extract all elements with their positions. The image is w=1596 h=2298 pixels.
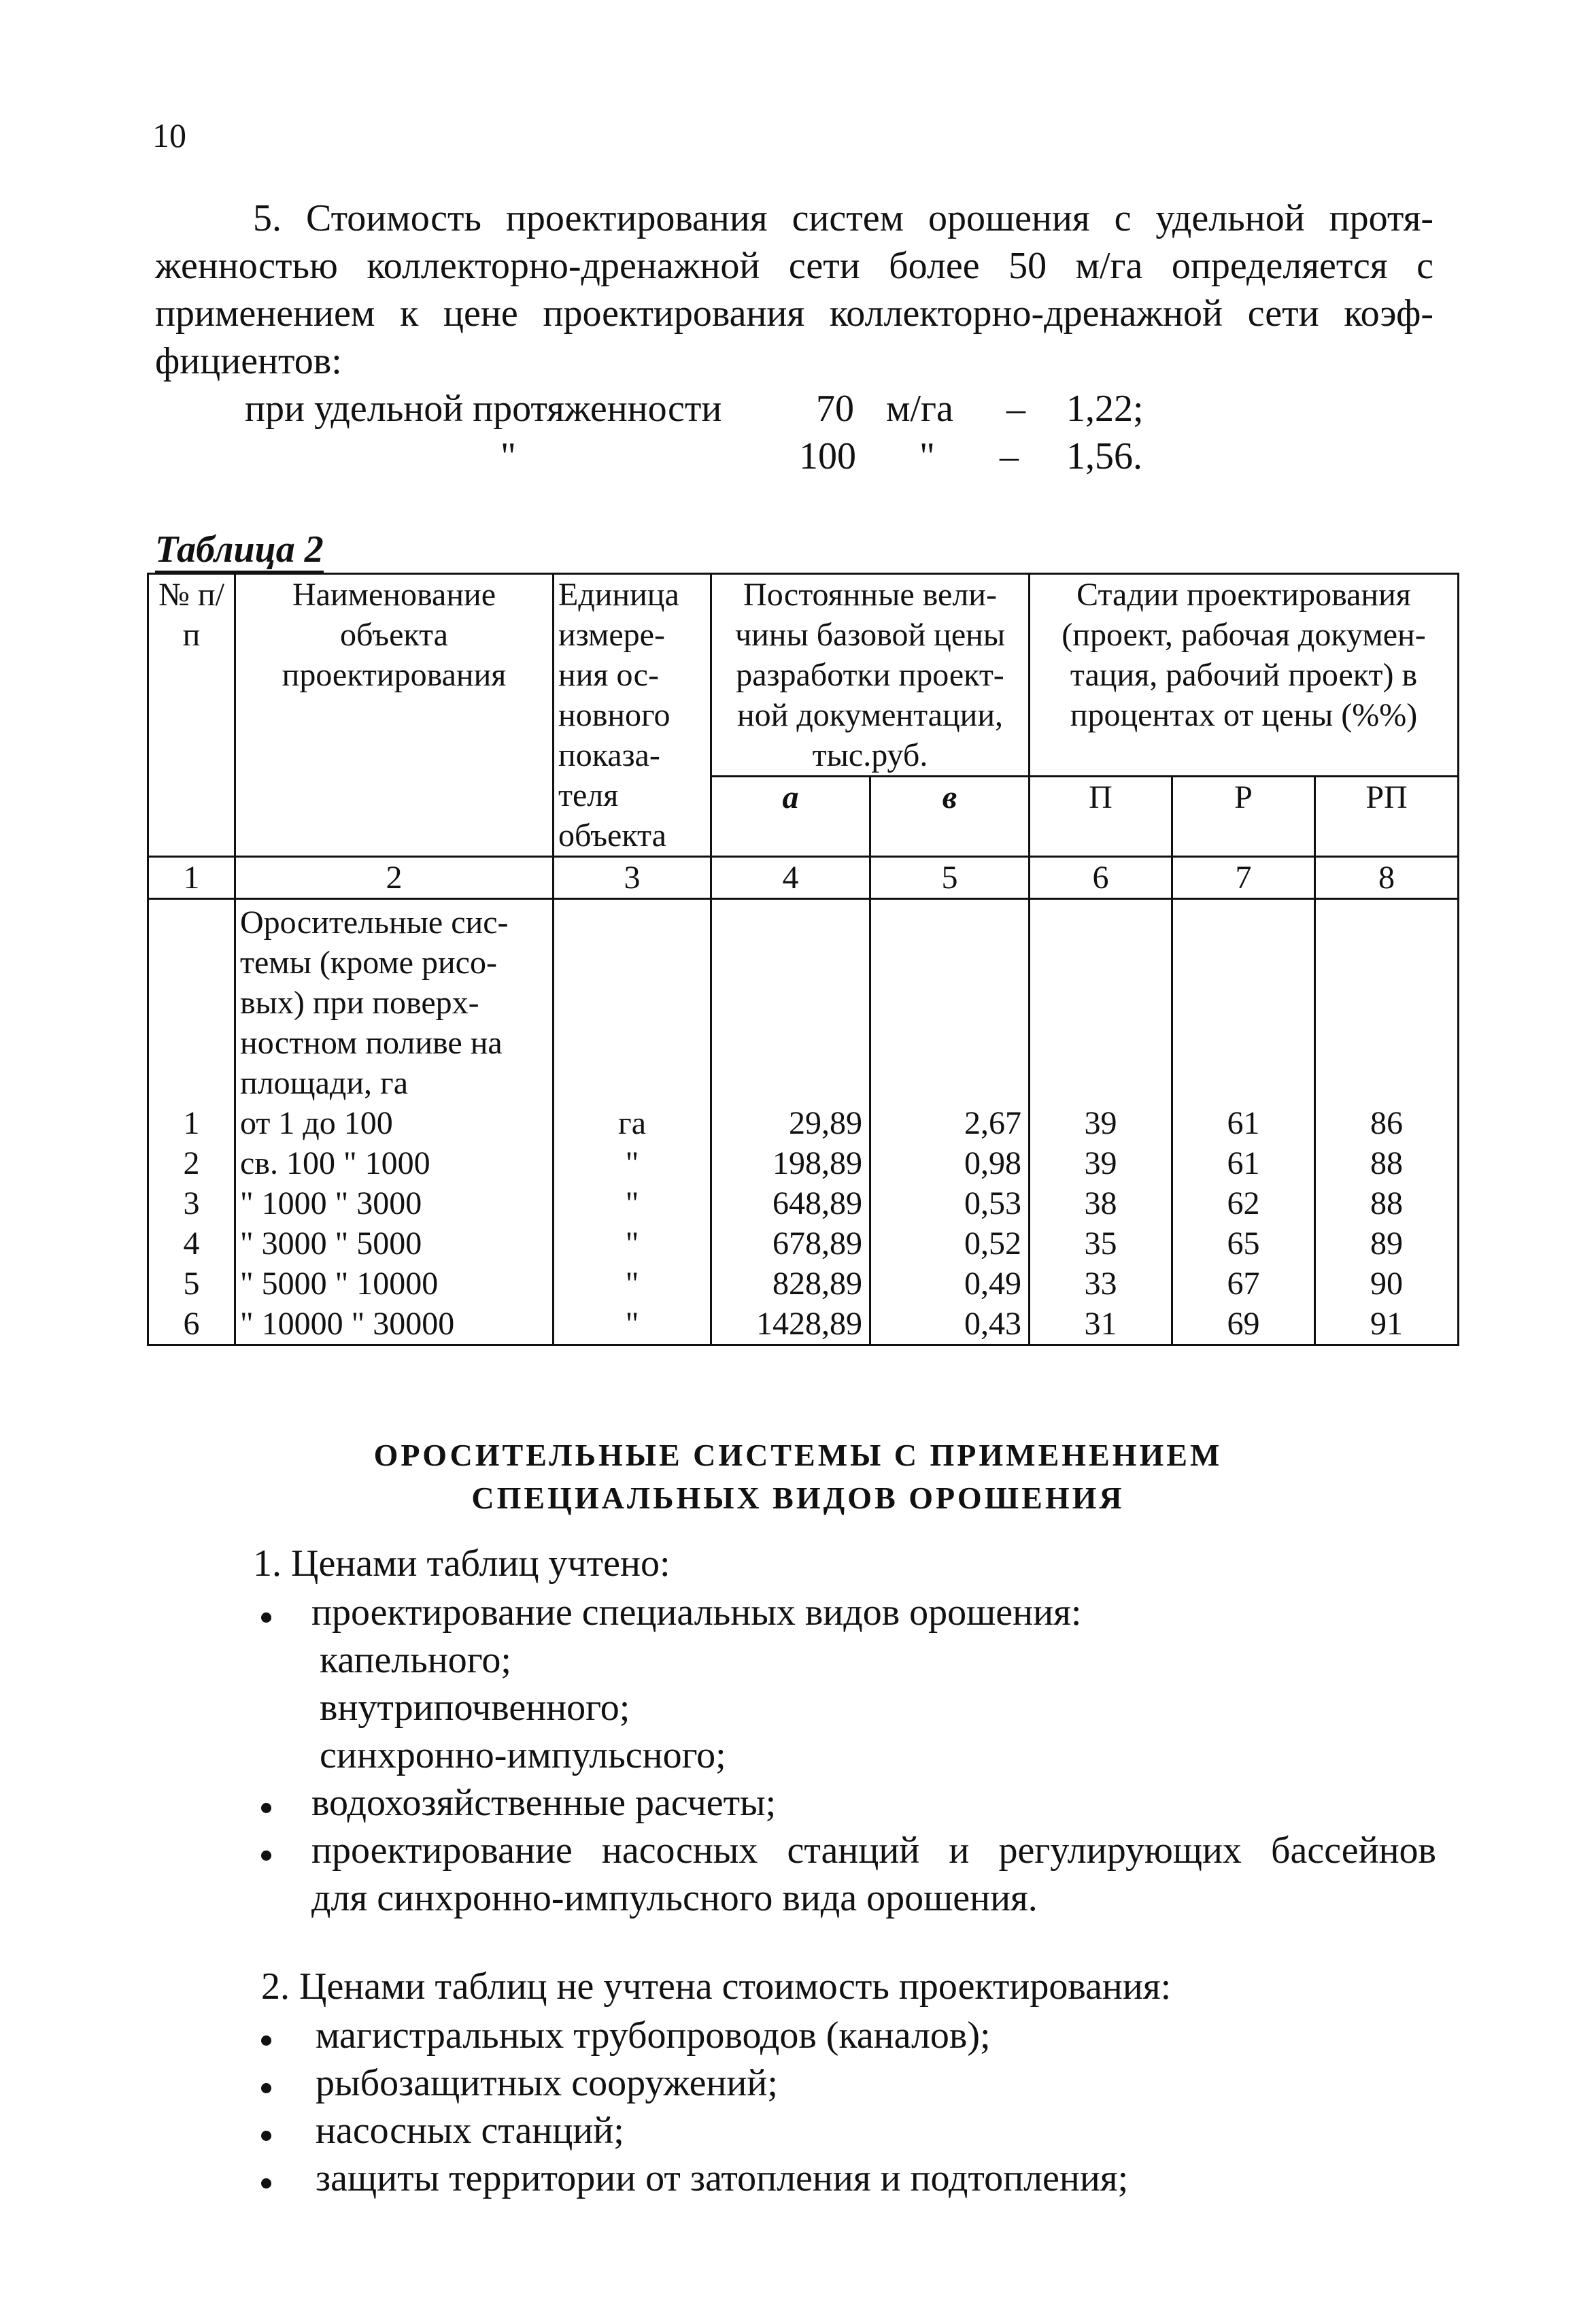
- cell-unit: га: [554, 1103, 711, 1143]
- item2-bullet1: магистральных трубопроводов (каналов);: [316, 2014, 991, 2057]
- header-const: Постоянные вели- чины базовой цены разработки проект- ной документации, тыс.руб.: [711, 574, 1030, 777]
- cell-name: " 5000 " 10000: [235, 1264, 554, 1304]
- header-r: Р: [1172, 777, 1315, 857]
- cell-rp: 86: [1315, 1103, 1459, 1143]
- item1-bullet1: проектирование специальных видов орошения:: [311, 1591, 1082, 1634]
- page-number: 10: [152, 116, 186, 154]
- item1-sub1: капельного;: [320, 1639, 511, 1681]
- cell-rp: 88: [1315, 1143, 1459, 1183]
- para5-line3: применением к цене проектирования коллекторно-дренажной сети коэф-: [155, 292, 1433, 335]
- bullet-icon: [261, 2131, 271, 2141]
- bullet-icon: [261, 1851, 271, 1861]
- section-heading-line2: СПЕЦИАЛЬНЫХ ВИДОВ ОРОШЕНИЯ: [471, 1481, 1125, 1515]
- table-row: [148, 1103, 1459, 1143]
- para5-line1: 5. Стоимость проектирования систем орошения с удельной протя-: [253, 197, 1433, 239]
- bullet-icon: [261, 1612, 271, 1623]
- para5-line2: женностью коллекторно-дренажной сети более 50 м/га определяется с: [155, 245, 1433, 287]
- colnum-5: 5: [870, 857, 1030, 899]
- cell-p: 39: [1030, 1143, 1172, 1183]
- cell-unit: ": [554, 1264, 711, 1304]
- cell-a: 29,89: [711, 1103, 870, 1143]
- colnum-1: 1: [148, 857, 235, 899]
- item1-sub2: внутрипочвенного;: [320, 1687, 630, 1729]
- item2-bullet2: рыбозащитных сооружений;: [316, 2062, 778, 2104]
- coef2-label: ": [500, 435, 516, 477]
- cell-p: 31: [1030, 1304, 1172, 1345]
- header-rp: РП: [1315, 777, 1459, 857]
- cell-p: 33: [1030, 1264, 1172, 1304]
- item1-bullet3-line1: проектирование насосных станций и регулирующих бассейнов: [311, 1829, 1436, 1872]
- cell-n: 6: [148, 1304, 235, 1345]
- cell-unit: ": [554, 1183, 711, 1223]
- coef1-dash: –: [1006, 388, 1025, 430]
- cell-b: 0,43: [870, 1304, 1030, 1345]
- table-row: [148, 1183, 1459, 1223]
- cell-unit: ": [554, 1143, 711, 1183]
- cell-r: 61: [1172, 1103, 1315, 1143]
- cell-name: " 10000 " 30000: [235, 1304, 554, 1345]
- cell-name: от 1 до 100: [235, 1103, 554, 1143]
- cell-unit: ": [554, 1223, 711, 1264]
- bullet-icon: [261, 2178, 271, 2189]
- coef1-value: 70: [816, 388, 854, 430]
- para5-line4: фициентов:: [155, 340, 342, 382]
- cell-b: 0,98: [870, 1143, 1030, 1183]
- bullet-icon: [261, 2083, 271, 2093]
- cell-rp: 90: [1315, 1264, 1459, 1304]
- cell-n: 1: [148, 1103, 235, 1143]
- table-row: [148, 1304, 1459, 1345]
- cell-n: 2: [148, 1143, 235, 1183]
- coef1-label: при удельной протяженности: [245, 388, 722, 430]
- cell-a: 198,89: [711, 1143, 870, 1183]
- bullet-icon: [261, 2035, 271, 2046]
- section-heading-line1: ОРОСИТЕЛЬНЫЕ СИСТЕМЫ С ПРИМЕНЕНИЕМ: [373, 1438, 1223, 1472]
- coef1-unit: м/га: [886, 388, 953, 430]
- cell-r: 61: [1172, 1143, 1315, 1183]
- coef2-unit: ": [919, 435, 935, 477]
- group-intro: Оросительные сис- темы (кроме рисо- вых) при поверх- ностном поливе на площади, га: [235, 899, 554, 1104]
- header-a: а: [711, 777, 870, 857]
- header-b: в: [870, 777, 1030, 857]
- header-name: Наименование объекта проектирования: [235, 574, 554, 857]
- colnum-8: 8: [1315, 857, 1459, 899]
- cell-name: " 3000 " 5000: [235, 1223, 554, 1264]
- cell-p: 38: [1030, 1183, 1172, 1223]
- cell-name: " 1000 " 3000: [235, 1183, 554, 1223]
- cell-rp: 89: [1315, 1223, 1459, 1264]
- cell-n: 5: [148, 1264, 235, 1304]
- item1-sub3: синхронно-импульсного;: [320, 1734, 726, 1776]
- cell-a: 1428,89: [711, 1304, 870, 1345]
- header-num: № п/п: [148, 574, 235, 857]
- cell-name: св. 100 " 1000: [235, 1143, 554, 1183]
- item1-bullet3-line2: для синхронно-импульсного вида орошения.: [311, 1877, 1038, 1919]
- cell-r: 67: [1172, 1264, 1315, 1304]
- item1-title: 1. Ценами таблиц учтено:: [253, 1542, 670, 1585]
- cell-a: 648,89: [711, 1183, 870, 1223]
- cell-r: 69: [1172, 1304, 1315, 1345]
- cell-a: 828,89: [711, 1264, 870, 1304]
- cell-unit: ": [554, 1304, 711, 1345]
- table-caption: Таблица 2: [155, 528, 324, 571]
- cell-b: 0,49: [870, 1264, 1030, 1304]
- cell-b: 0,52: [870, 1223, 1030, 1264]
- coef2-coef: 1,56.: [1066, 435, 1142, 477]
- cell-n: 3: [148, 1183, 235, 1223]
- cell-a: 678,89: [711, 1223, 870, 1264]
- cell-p: 39: [1030, 1103, 1172, 1143]
- coef2-dash: –: [1000, 435, 1019, 477]
- cost-table: [147, 573, 1459, 1346]
- item2-title: 2. Ценами таблиц не учтена стоимость проектирования:: [261, 1965, 1172, 2008]
- item1-bullet2: водохозяйственные расчеты;: [311, 1782, 777, 1824]
- coef1-coef: 1,22;: [1066, 388, 1144, 430]
- cell-n: 4: [148, 1223, 235, 1264]
- coef2-value: 100: [799, 435, 856, 477]
- header-p: П: [1030, 777, 1172, 857]
- cell-r: 65: [1172, 1223, 1315, 1264]
- bullet-icon: [261, 1803, 271, 1813]
- colnum-4: 4: [711, 857, 870, 899]
- header-stages: Стадии проектирования (проект, рабочая докумен- тация, рабочий проект) в процентах от цены (%%): [1030, 574, 1459, 777]
- header-unit: Единица измере- ния ос- новного показа- теля объекта: [554, 574, 711, 857]
- colnum-3: 3: [554, 857, 711, 899]
- item2-bullet4: защиты территории от затопления и подтопления;: [316, 2157, 1129, 2199]
- cell-b: 2,67: [870, 1103, 1030, 1143]
- table-row: [148, 1264, 1459, 1304]
- cell-r: 62: [1172, 1183, 1315, 1223]
- table-row: [148, 1223, 1459, 1264]
- cell-rp: 91: [1315, 1304, 1459, 1345]
- colnum-6: 6: [1030, 857, 1172, 899]
- cell-p: 35: [1030, 1223, 1172, 1264]
- colnum-2: 2: [235, 857, 554, 899]
- cell-rp: 88: [1315, 1183, 1459, 1223]
- colnum-7: 7: [1172, 857, 1315, 899]
- table-row: [148, 1143, 1459, 1183]
- cell-b: 0,53: [870, 1183, 1030, 1223]
- item2-bullet3: насосных станций;: [316, 2110, 624, 2152]
